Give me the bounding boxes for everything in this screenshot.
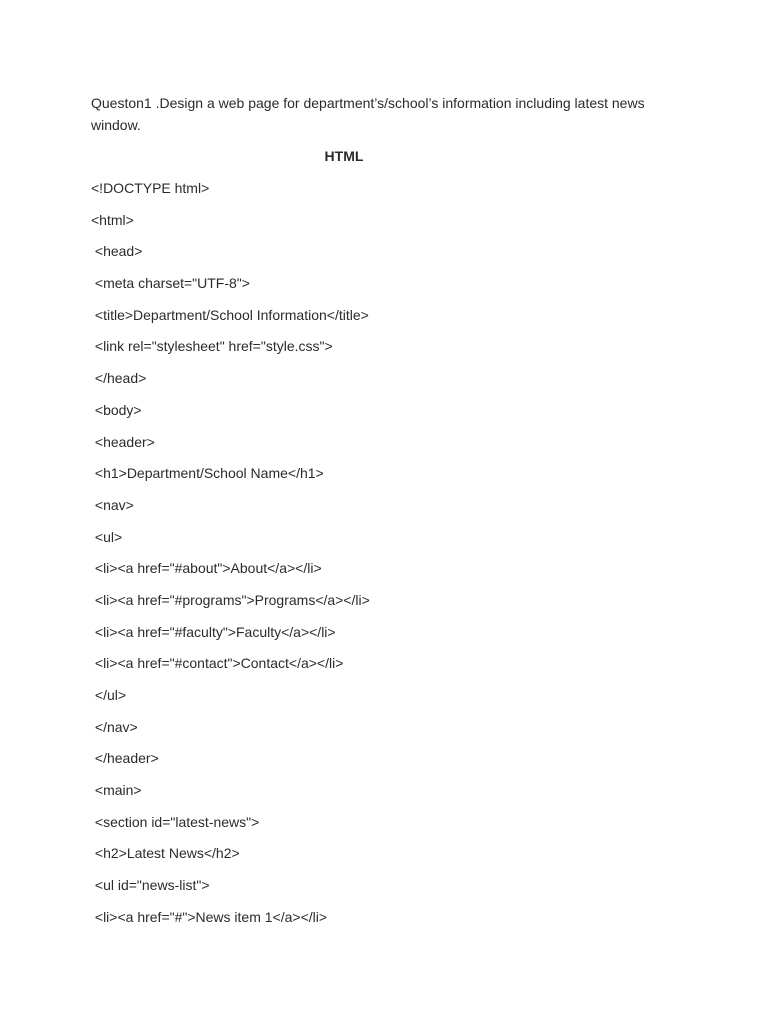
code-line: <section id="latest-news">	[91, 813, 260, 830]
code-listing	[91, 177, 370, 938]
code-line: <link rel="stylesheet" href="style.css">	[91, 338, 333, 355]
code-line: <li><a href="#contact">Contact</a></li>	[91, 655, 344, 672]
code-line: <header>	[91, 433, 155, 450]
code-line: <h1>Department/School Name</h1>	[91, 465, 324, 482]
code-line: <main>	[91, 782, 142, 799]
code-line: <title>Department/School Information</title>	[91, 306, 369, 323]
code-line: </nav>	[91, 718, 138, 735]
code-line: <head>	[91, 243, 143, 260]
section-heading: HTML	[324, 148, 364, 164]
code-line: <meta charset="UTF-8">	[91, 275, 250, 292]
code-line: <!DOCTYPE html>	[91, 180, 210, 196]
code-line: <li><a href="#programs">Programs</a></li>	[91, 591, 370, 608]
code-line: <ul>	[91, 528, 123, 545]
code-line: <ul id="news-list">	[91, 877, 210, 894]
code-line: <li><a href="#">News item 1</a></li>	[91, 908, 328, 925]
code-line: </head>	[91, 370, 147, 387]
question-text: Queston1 .Design a web page for department’s/school’s information including latest news window.	[91, 95, 645, 133]
code-line: </ul>	[91, 687, 127, 703]
code-line: <nav>	[91, 496, 134, 513]
code-line: <li><a href="#about">About</a></li>	[91, 560, 322, 577]
code-line: <body>	[91, 401, 142, 418]
code-line: <html>	[91, 211, 134, 228]
code-line: <h2>Latest News</h2>	[91, 845, 240, 862]
code-line: <li><a href="#faculty">Faculty</a></li>	[91, 623, 336, 640]
code-line: </header>	[91, 750, 159, 767]
